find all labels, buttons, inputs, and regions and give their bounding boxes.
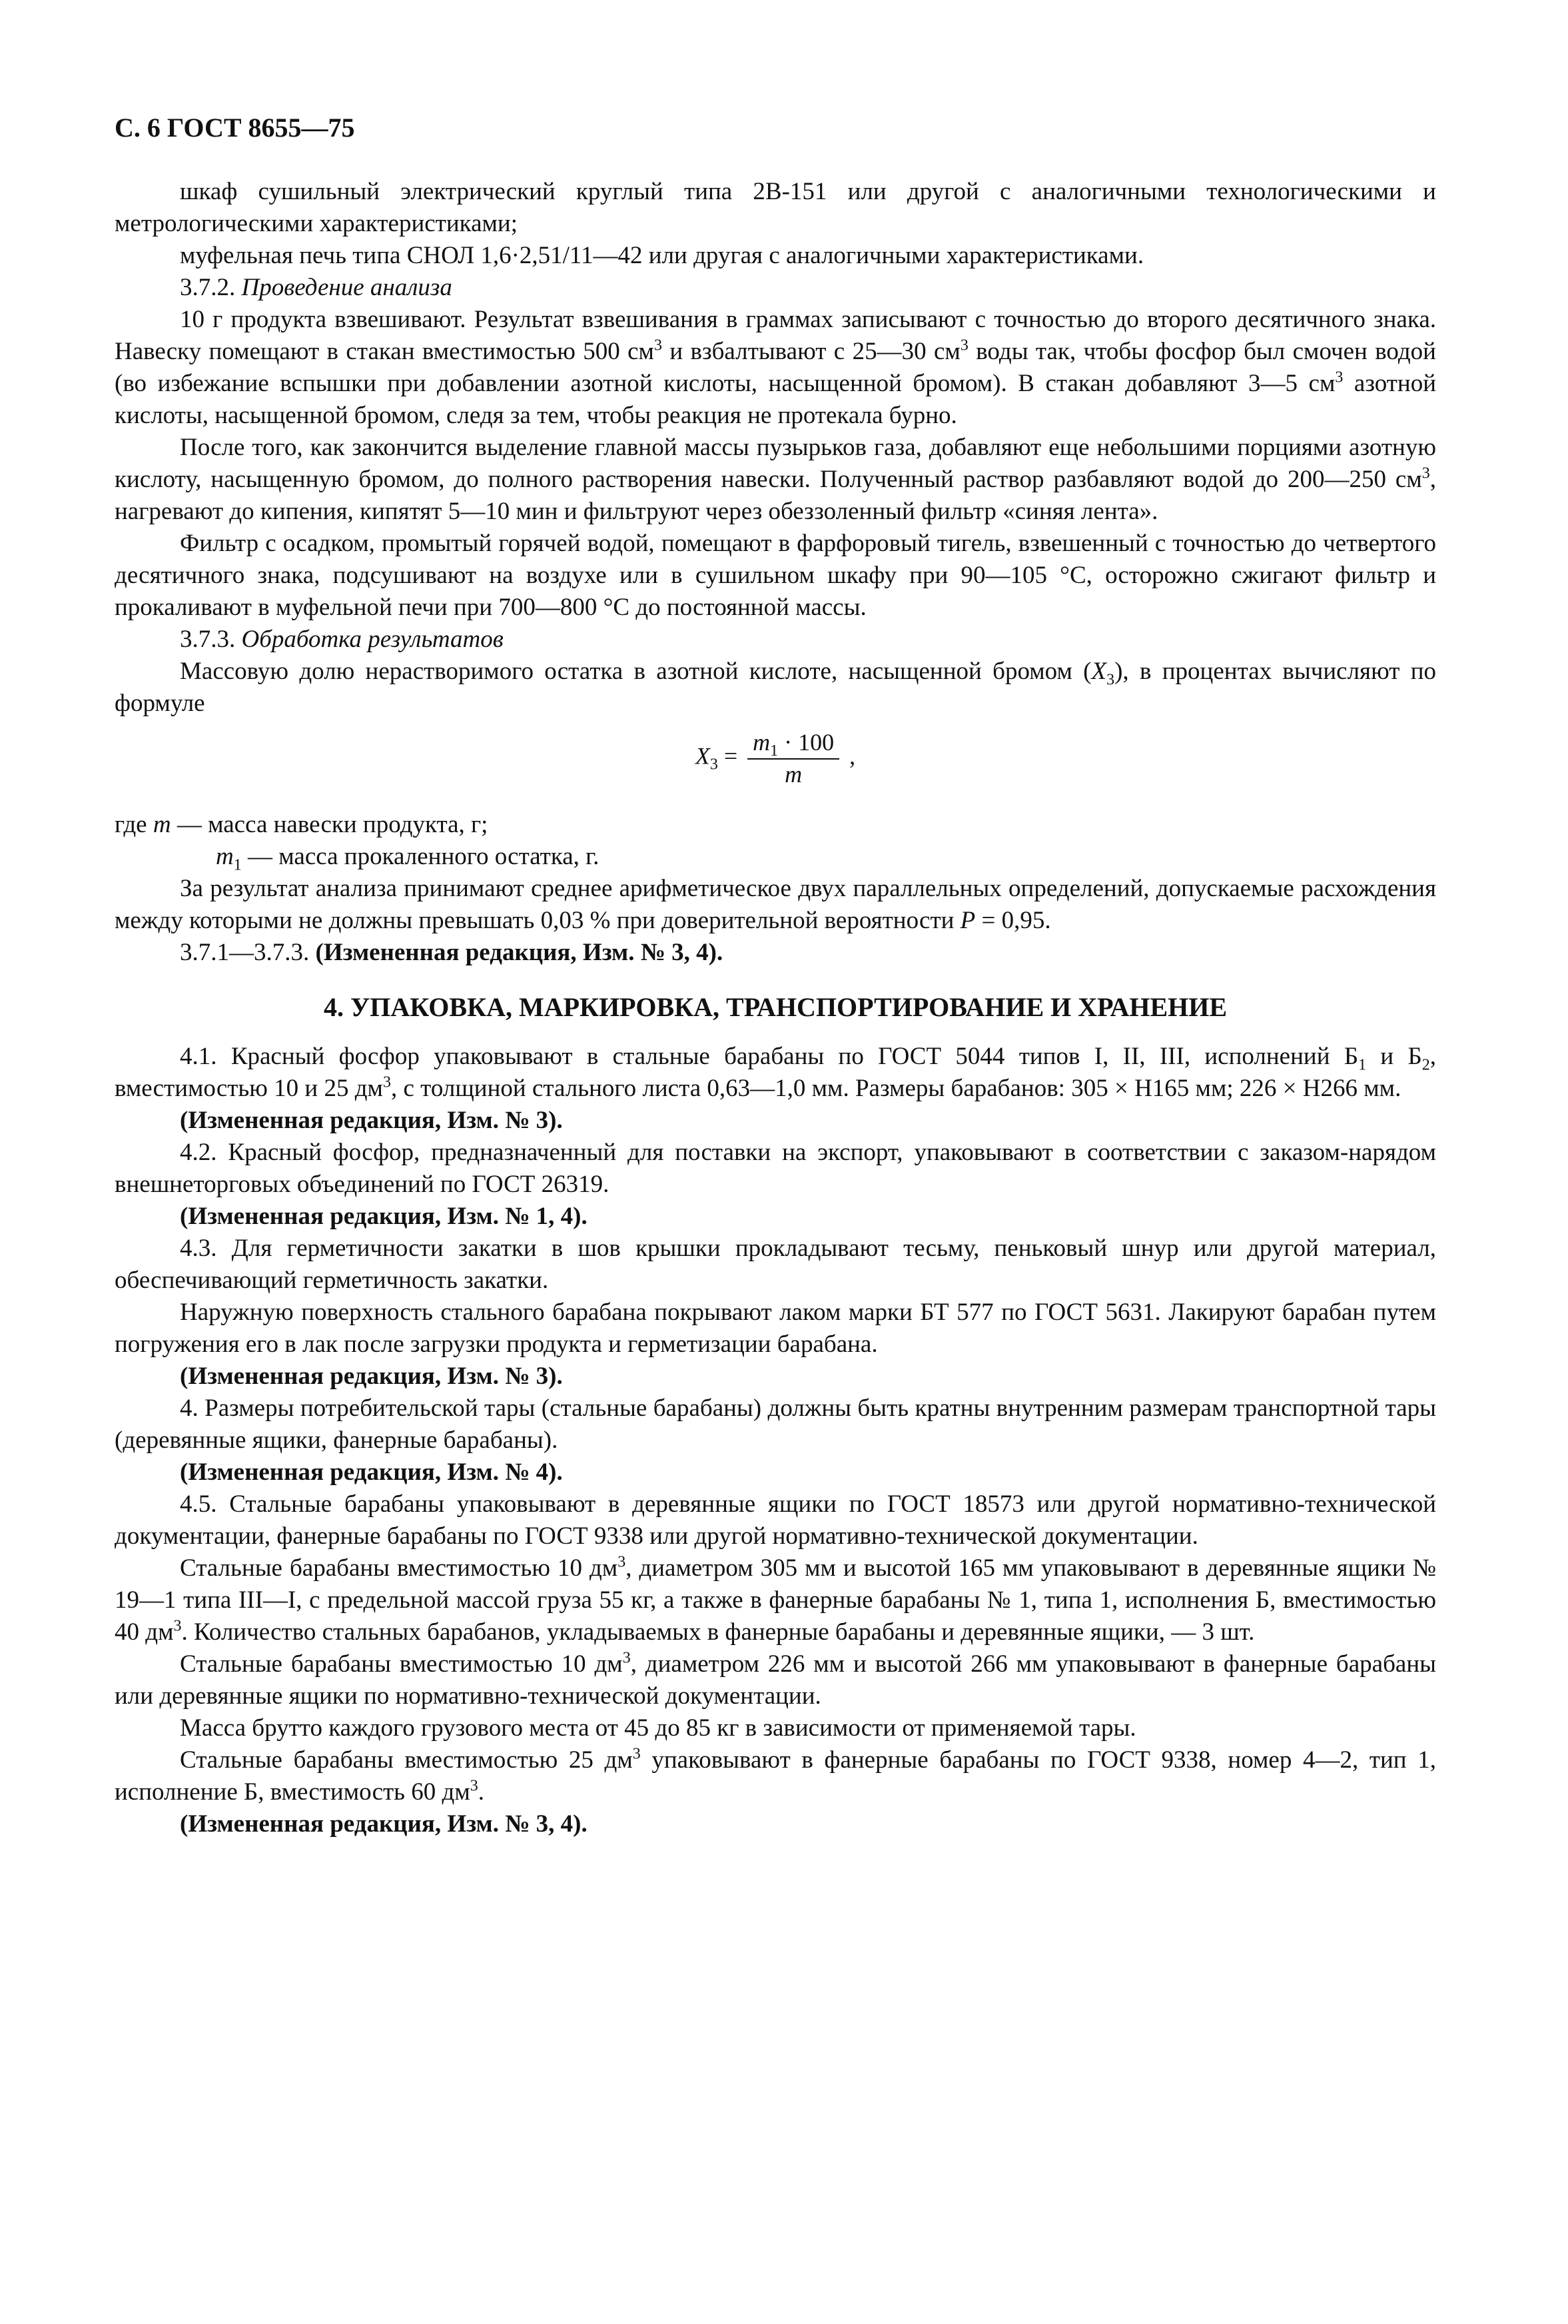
formula-expression: $X_3$ = $\frac{m_1 \cdot 100}{m}$ ,	[695, 729, 856, 788]
formula-denominator: m	[785, 761, 803, 788]
subsection-title: Проведение анализа	[241, 274, 452, 301]
page-header: С. 6 ГОСТ 8655—75	[115, 113, 355, 143]
where-m: где m — масса навески продукта, г;	[115, 811, 488, 838]
paragraph-45b: Стальные барабаны вместимостью 10 $дм^3$, диаметром 305 мм и высотой 165 мм упаковывают в деревянные ящики № 19—1 типа III—I, с предельной массой груза 55 кг, а также в фанерные барабаны № 1, типа 1, исполнения Б, вместимостью 40 $дм^3$. Количество стальных барабанов, укладываемых в фанерные барабаны и деревянные ящики, — 3 шт.	[115, 1553, 1436, 1646]
paragraph-45c: Стальные барабаны вместимостью 10 $дм^3$, диаметром 226 мм и высотой 266 мм упаковывают в фанерные барабаны или деревянные ящики по нормативно-технической документации.	[115, 1649, 1436, 1710]
subsection-number: 3.7.2.	[180, 274, 236, 301]
paragraph-372-1: 10 г продукта взвешивают. Результат взвешивания в граммах записывают с точностью до второго десятичного знака. Навеску помещают в стакан вместимостью 500 $см^3$ и взбалтывают с 25—30 $см^3$ воды так, чтобы фосфор был смочен водой (во избежание вспышки при добавлении азотной кислоты, насыщенной бромом). В стакан добавляют 3—5 $см^3$ азотной кислоты, насыщенной бромом, следя за тем, чтобы реакция не протекала бурно.	[115, 306, 1436, 429]
paragraph-41: 4.1. Красный фосфор упаковывают в стальные барабаны по ГОСТ 5044 типов I, II, III, исполнений $Б_1$ и $Б_2$, вместимостью 10 и 25 $дм^3$, с толщиной стального листа 0,63—1,0 мм. Размеры барабанов: 305 × Н165 мм; 226 × Н266 мм.	[115, 1043, 1436, 1102]
amendment-371-373: 3.7.1—3.7.3. (Измененная редакция, Изм. № 3, 4).	[180, 939, 723, 966]
amendment-41: (Измененная редакция, Изм. № 3).	[180, 1107, 563, 1134]
subsection-number: 3.7.3.	[180, 626, 236, 653]
formula-x3	[115, 728, 1436, 800]
amendment-44: (Измененная редакция, Изм. № 4).	[180, 1458, 563, 1486]
amendment-45: (Измененная редакция, Изм. № 3, 4).	[180, 1810, 588, 1838]
paragraph-43b: Наружную поверхность стального барабана покрывают лаком марки БТ 577 по ГОСТ 5631. Лакируют барабан путем погружения его в лак после загрузки продукта и герметизации барабана.	[115, 1299, 1436, 1358]
paragraph-373-result: За результат анализа принимают среднее арифметическое двух параллельных определений, допускаемые расхождения между которыми не должны превышать 0,03 % при доверительной вероятности P = 0,95.	[115, 875, 1436, 934]
formula-numerator: $m_1 \cdot 100$	[747, 728, 839, 760]
paragraph-45e: Стальные барабаны вместимостью 25 $дм^3$ упаковывают в фанерные барабаны по ГОСТ 9338, номер 4—2, тип 1, исполнение Б, вместимость 60 $дм^3$.	[115, 1745, 1436, 1806]
paragraph-372-3: Фильтр с осадком, промытый горячей водой, помещают в фарфоровый тигель, взвешенный с точностью до четвертого десятичного знака, подсушивают на воздухе или в сушильном шкафу при 90—105 °С, осторожно сжигают фильтр и прокаливают в муфельной печи при 700—800 °С до постоянной массы.	[115, 530, 1436, 621]
subsection-372-heading	[115, 272, 1436, 304]
equipment-furnace: муфельная печь типа СНОЛ 1,6·2,51/11—42 или другая с аналогичными характеристиками.	[180, 242, 1144, 269]
equipment-oven: шкаф сушильный электрический круглый типа 2В-151 или другой с аналогичными технологическими и метрологическими характеристиками;	[115, 178, 1436, 237]
page-content	[115, 176, 1436, 1840]
paragraph-45d: Масса брутто каждого грузового места от 45 до 85 кг в зависимости от применяемой тары.	[180, 1714, 1136, 1742]
paragraph-45: 4.5. Стальные барабаны упаковывают в деревянные ящики по ГОСТ 18573 или другой нормативно-технической документации, фанерные барабаны по ГОСТ 9338 или другой нормативно-технической документации.	[115, 1490, 1436, 1550]
formula-fraction	[747, 728, 839, 789]
where-m1: $m_1$ — масса прокаленного остатка, г.	[216, 843, 599, 874]
amendment-43: (Измененная редакция, Изм. № 3).	[180, 1363, 563, 1390]
subsection-title: Обработка результатов	[241, 626, 504, 653]
section-4-title: 4. УПАКОВКА, МАРКИРОВКА, ТРАНСПОРТИРОВАНИЕ И ХРАНЕНИЕ	[323, 992, 1228, 1022]
paragraph-42: 4.2. Красный фосфор, предназначенный для поставки на экспорт, упаковывают в соответствии с заказом-нарядом внешнеторговых объединений по ГОСТ 26319.	[115, 1139, 1436, 1198]
paragraph-43: 4.3. Для герметичности закатки в шов крышки прокладывают тесьму, пеньковый шнур или другой материал, обеспечивающий герметичность закатки.	[115, 1235, 1436, 1294]
subsection-373-heading	[115, 624, 1436, 656]
paragraph-44: 4. Размеры потребительской тары (стальные барабаны) должны быть кратны внутренним размерам транспортной тары (деревянные ящики, фанерные барабаны).	[115, 1395, 1436, 1454]
paragraph-372-2: После того, как закончится выделение главной массы пузырьков газа, добавляют еще небольшими порциями азотную кислоту, насыщенную бромом, до полного растворения навески. Полученный раствор разбавляют водой до 200—250 $см^3$, нагревают до кипения, кипятят 5—10 мин и фильтруют через обеззоленный фильтр «синяя лента».	[115, 434, 1436, 525]
paragraph-373-1: Массовую долю нерастворимого остатка в азотной кислоте, насыщенной бромом $(X_3)$, в процентах вычисляют по формуле	[115, 658, 1436, 717]
amendment-42: (Измененная редакция, Изм. № 1, 4).	[180, 1203, 588, 1230]
